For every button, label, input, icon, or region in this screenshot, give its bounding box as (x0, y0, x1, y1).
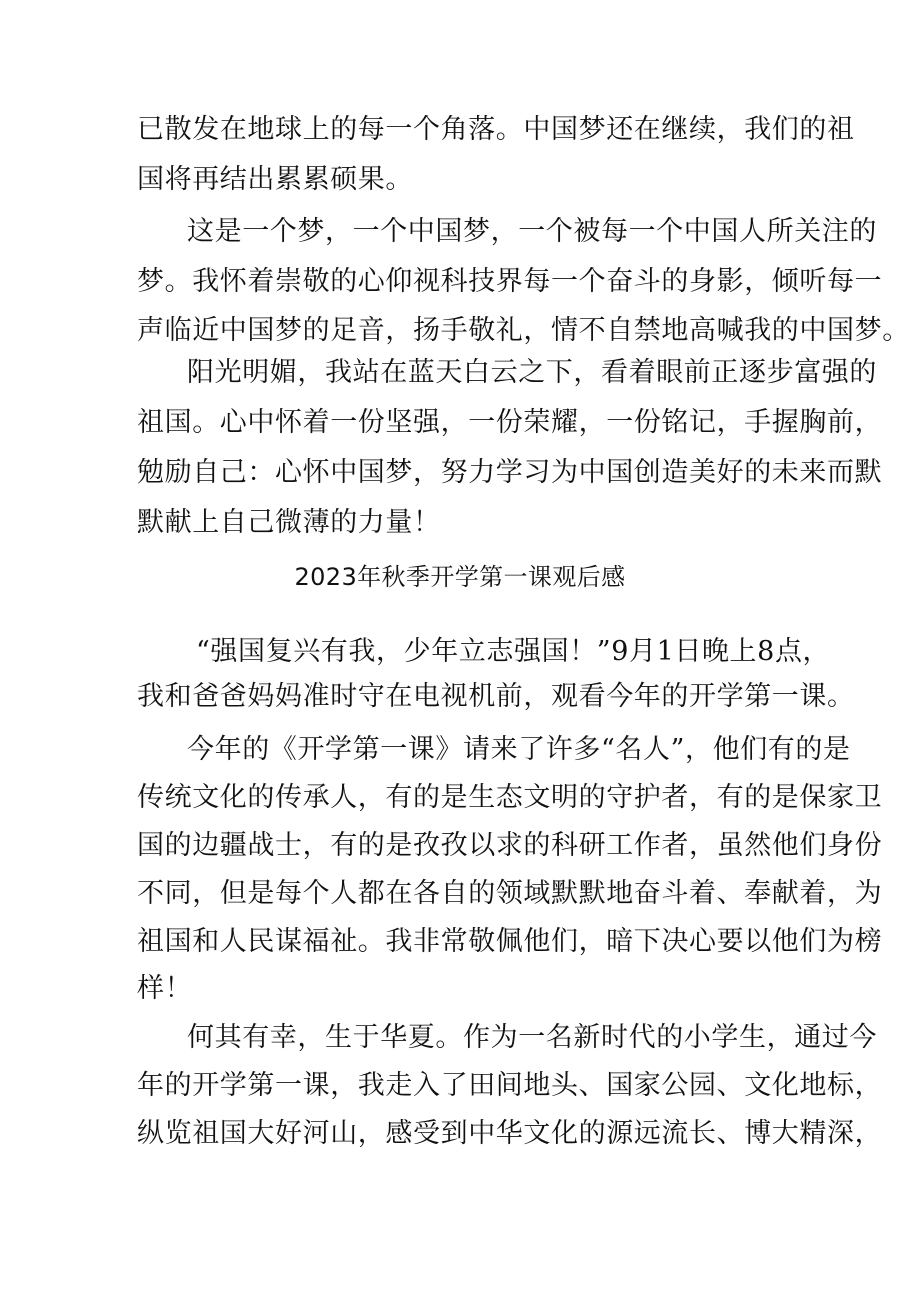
paragraph-line: 祖国。心中怀着一份坚强，一份荣耀，一份铭记，手握胸前， (137, 407, 883, 438)
section-title: 2023年秋季开学第一课观后感 (294, 563, 626, 591)
paragraph-line: 国将再结出累累硕果。 (137, 164, 413, 195)
paragraph-line: 年的开学第一课，我走入了田间地头、国家公园、文化地标， (137, 1070, 883, 1101)
paragraph-line: 默献上自己微薄的力量！ (137, 507, 441, 538)
paragraph-line: 这是一个梦，一个中国梦，一个被每一个中国人所关注的 (187, 216, 877, 247)
paragraph-line: 不同，但是每个人都在各自的领域默默地奋斗着、奉献着，为 (137, 878, 883, 909)
paragraph-line: 已散发在地球上的每一个角落。中国梦还在继续，我们的祖 (137, 114, 855, 145)
paragraph-line: 声临近中国梦的足音，扬手敬礼，情不自禁地高喊我的中国梦。 (137, 315, 910, 346)
paragraph-line: 我和爸爸妈妈准时守在电视机前，观看今年的开学第一课。 (137, 681, 855, 712)
paragraph-line: 纵览祖国大好河山，感受到中华文化的源远流长、博大精深， (137, 1118, 883, 1149)
paragraph-line: 传统文化的传承人，有的是生态文明的守护者，有的是保家卫 (137, 782, 883, 813)
paragraph-line: 样！ (137, 973, 193, 1004)
paragraph-line: 国的边疆战士，有的是孜孜以求的科研工作者，虽然他们身份 (137, 830, 883, 861)
paragraph-line: “强国复兴有我，少年立志强国！”9月1日晚上8点， (196, 636, 831, 667)
paragraph-line: 今年的《开学第一课》请来了许多“名人”，他们有的是 (187, 734, 851, 765)
paragraph-line: 阳光明媚，我站在蓝天白云之下，看着眼前正逐步富强的 (187, 357, 877, 388)
paragraph-line: 何其有幸，生于华夏。作为一名新时代的小学生，通过今 (187, 1022, 877, 1053)
paragraph-line: 勉励自己：心怀中国梦，努力学习为中国创造美好的未来而默 (137, 457, 883, 488)
paragraph-line: 梦。我怀着崇敬的心仰视科技界每一个奋斗的身影，倾听每一 (137, 266, 883, 297)
paragraph-line: 祖国和人民谋福祉。我非常敬佩他们，暗下决心要以他们为榜 (137, 926, 883, 957)
